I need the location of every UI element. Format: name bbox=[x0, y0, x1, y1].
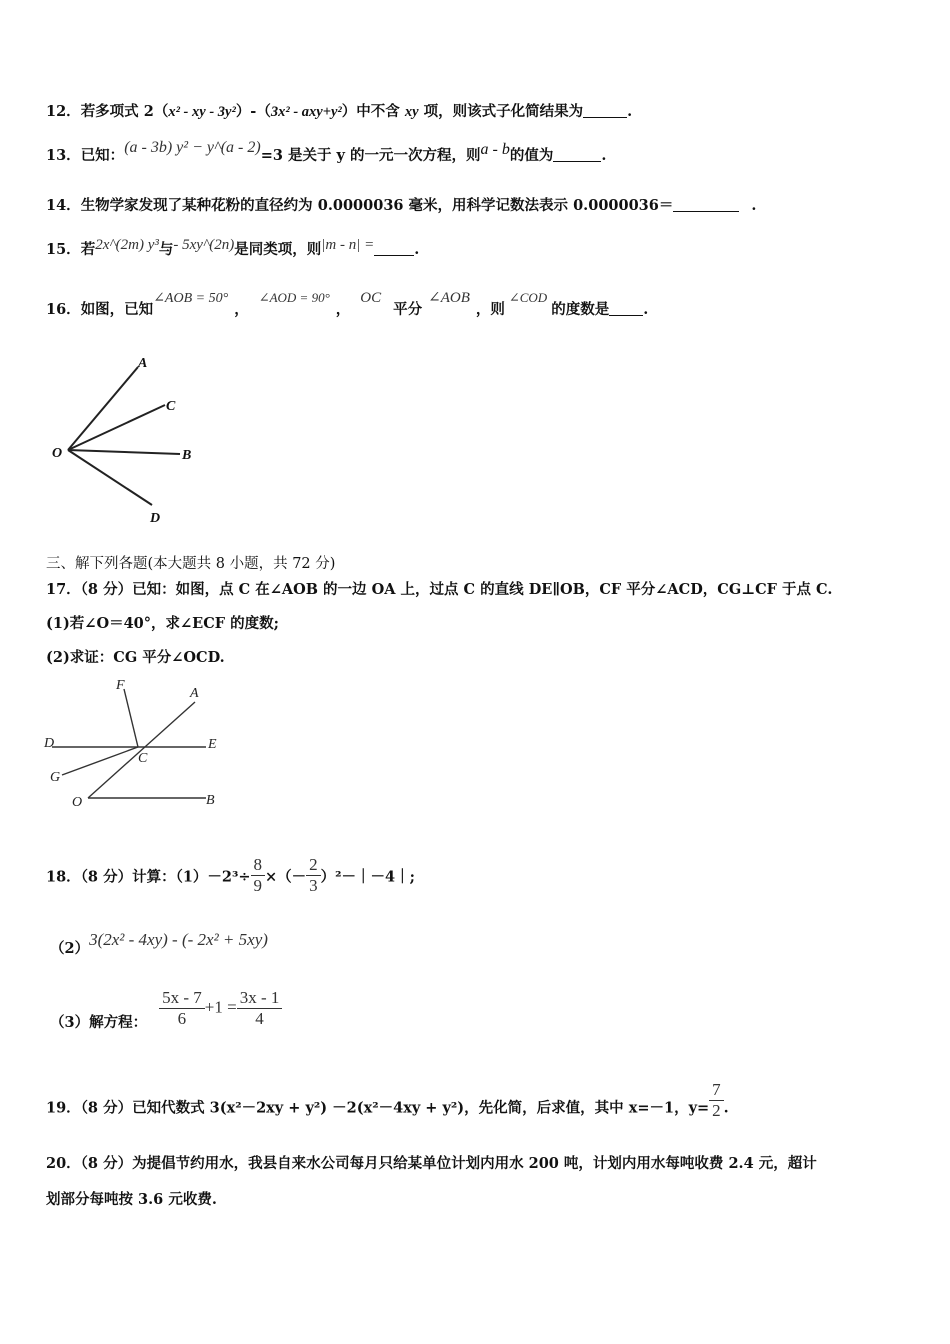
q19-end: . bbox=[723, 1099, 729, 1117]
fraction-denominator: 2 bbox=[709, 1100, 724, 1121]
label-o: O bbox=[52, 446, 63, 461]
q16-text: ， bbox=[234, 301, 249, 318]
ray-ob bbox=[68, 450, 180, 454]
label-b: B bbox=[182, 448, 192, 463]
question-18-part2 bbox=[50, 930, 910, 957]
q18-text: （8 分）计算：（1）－2³÷ bbox=[80, 868, 251, 886]
q16-end: . bbox=[643, 301, 649, 318]
line-cf bbox=[124, 689, 138, 747]
q13-text: =3 是关于 y 的一元一次方程，则 bbox=[260, 147, 481, 164]
answer-blank bbox=[609, 301, 643, 316]
q18-number: 18． bbox=[46, 868, 81, 886]
label-e: E bbox=[208, 737, 217, 752]
fraction-denominator: 3 bbox=[306, 875, 321, 896]
fraction-rhs bbox=[237, 988, 283, 1029]
q12-var: xy bbox=[404, 104, 419, 120]
question-17-part1: (1)若∠O＝40°，求∠ECF 的度数; bbox=[46, 615, 279, 632]
ray-od bbox=[68, 450, 152, 505]
q18-part2-label: （2） bbox=[50, 940, 90, 957]
q15-end: . bbox=[414, 241, 420, 258]
q12-text: ）中不含 bbox=[341, 103, 405, 120]
q13-number: 13． bbox=[46, 147, 81, 164]
ray-oc bbox=[68, 405, 165, 450]
q16-text: ， bbox=[335, 301, 351, 318]
q16-math-cod: ∠COD bbox=[508, 290, 548, 305]
fraction-numerator: 2 bbox=[309, 855, 318, 874]
q16-number: 16． bbox=[46, 301, 81, 318]
label-d: D bbox=[44, 736, 55, 751]
label-o: O bbox=[72, 795, 83, 810]
q15-text: 是同类项，则 bbox=[234, 241, 322, 258]
q13-text: 已知： bbox=[80, 147, 125, 164]
question-17-part2: (2)求证：CG 平分∠OCD. bbox=[46, 649, 225, 666]
question-18 bbox=[46, 857, 910, 898]
q14-number: 14． bbox=[46, 197, 81, 214]
q16-text: ，则 bbox=[475, 301, 505, 318]
q18-text: ×（－ bbox=[265, 868, 307, 886]
q18-part2-expression: 3(2x² - 4xy) - (- 2x² + 5xy) bbox=[89, 930, 268, 949]
answer-blank bbox=[374, 241, 414, 256]
fraction-numerator: 8 bbox=[253, 855, 263, 874]
q16-math-oc: OC bbox=[360, 290, 382, 306]
question-20-line1: 20．（8 分）为提倡节约用水，我县自来水公司每月只给某单位计划内用水 200 吨，计划内用水每吨收费 2.4 元，超计 bbox=[46, 1155, 817, 1172]
question-15 bbox=[46, 237, 910, 260]
label-d: D bbox=[150, 511, 161, 526]
q13-end: . bbox=[601, 147, 607, 164]
q19-text: （8 分）已知代数式 3(x²－2xy + y²) －2(x²－4xy + y²)，先化简，后求值，其中 x=－1，y= bbox=[80, 1099, 710, 1117]
q12-text: 项，则该式子化简结果为 bbox=[418, 103, 584, 120]
q12-text: ）-（ bbox=[235, 103, 271, 120]
label-b: B bbox=[206, 793, 215, 808]
q16-text: 的度数是 bbox=[551, 301, 610, 318]
fraction-denominator: 4 bbox=[237, 1008, 283, 1029]
q17-parallel-lines-figure bbox=[40, 675, 240, 815]
q18-text: ）²－｜－4｜; bbox=[320, 868, 415, 886]
q12-number: 12． bbox=[46, 103, 81, 120]
fraction-denominator: 6 bbox=[159, 1008, 205, 1029]
q16-angle-figure bbox=[40, 345, 210, 530]
q12-expr1: x² - xy - 3y² bbox=[168, 104, 236, 120]
q15-text: 若 bbox=[80, 241, 96, 258]
question-12 bbox=[46, 102, 910, 122]
fraction-numerator: 7 bbox=[712, 1080, 721, 1099]
q16-math-aob: ∠AOB = 50° bbox=[153, 291, 229, 306]
q16-text: 如图，已知 bbox=[80, 301, 154, 318]
question-16 bbox=[46, 290, 910, 321]
fraction-numerator: 3x - 1 bbox=[239, 988, 280, 1007]
q16-math-aob2: ∠AOB bbox=[428, 290, 470, 306]
fraction-7-2 bbox=[709, 1080, 724, 1121]
line-cg bbox=[62, 747, 138, 775]
question-19 bbox=[46, 1080, 910, 1129]
label-c: C bbox=[138, 751, 148, 766]
q15-number: 15． bbox=[46, 241, 81, 258]
label-c: C bbox=[166, 399, 176, 414]
q19-number: 19． bbox=[46, 1099, 81, 1117]
ray-oa bbox=[68, 367, 138, 450]
q12-end: . bbox=[627, 103, 633, 120]
q18-part3-label: （3）解方程： bbox=[50, 1013, 148, 1031]
fraction-numerator: 5x - 7 bbox=[162, 988, 202, 1007]
q15-math-term2: - 5xy^(2n) bbox=[173, 237, 235, 253]
q14-text: 生物学家发现了某种花粉的直径约为 0.0000036 毫米，用科学记数法表示 0.0000036＝ bbox=[80, 197, 674, 214]
section-3-title: 三、解下列各题(本大题共 8 小题，共 72 分) bbox=[46, 556, 336, 572]
q12-text: 若多项式 2（ bbox=[80, 103, 169, 120]
label-g: G bbox=[50, 770, 61, 785]
q13-text: 的值为 bbox=[509, 147, 554, 164]
fraction-denominator: 9 bbox=[251, 875, 266, 896]
answer-blank bbox=[673, 197, 739, 212]
fraction-2-3 bbox=[306, 855, 321, 896]
line-oa bbox=[88, 702, 195, 798]
equation-operator: +1 = bbox=[204, 997, 237, 1017]
question-17-line1: 17．（8 分）已知：如图，点 C 在∠AOB 的一边 OA 上，过点 C 的直线 DE∥OB，CF 平分∠ACD，CG⊥CF 于点 C. bbox=[46, 581, 833, 598]
q16-text: 平分 bbox=[393, 301, 423, 318]
question-13 bbox=[46, 139, 910, 166]
q15-text: 与 bbox=[158, 241, 174, 258]
q16-math-aod: ∠AOD = 90° bbox=[258, 290, 330, 305]
fraction-8-9 bbox=[251, 855, 266, 896]
q13-math-equation: (a - 3b) y² − y^(a - 2) bbox=[124, 139, 261, 156]
label-a: A bbox=[190, 686, 199, 701]
q14-end: . bbox=[751, 197, 757, 214]
label-a: A bbox=[138, 356, 148, 371]
label-f: F bbox=[116, 678, 125, 693]
q13-math-expr: a - b bbox=[480, 141, 510, 158]
answer-blank bbox=[583, 103, 627, 118]
question-20-line2: 划部分每吨按 3.6 元收费. bbox=[46, 1191, 217, 1208]
answer-blank bbox=[553, 147, 601, 162]
question-18-part3 bbox=[50, 988, 910, 1029]
q15-math-abs: |m - n| = bbox=[321, 237, 375, 253]
q12-expr2: 3x² - axy+y² bbox=[270, 104, 342, 120]
question-14 bbox=[46, 196, 910, 216]
q15-math-term1: 2x^(2m) y³ bbox=[95, 237, 159, 253]
fraction-lhs bbox=[159, 988, 205, 1029]
